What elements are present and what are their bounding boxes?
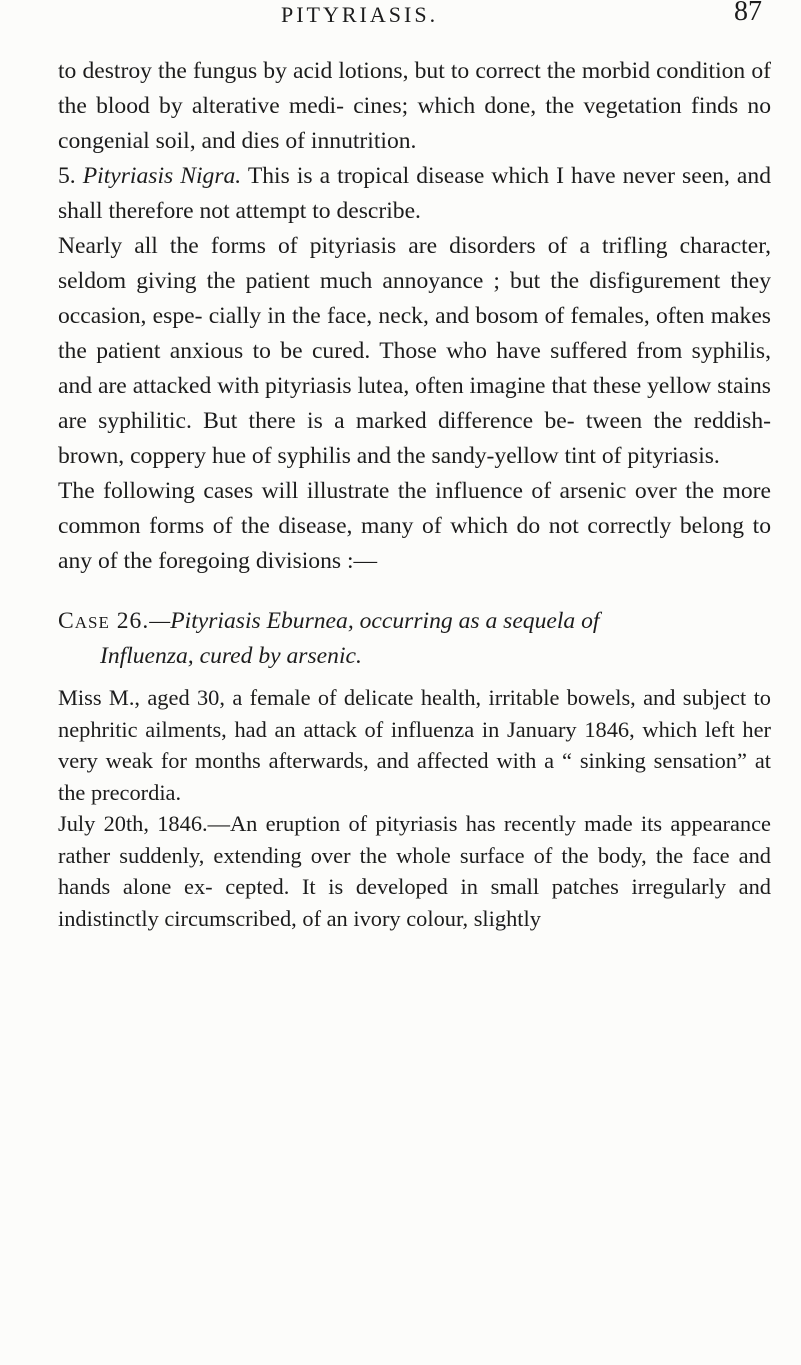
case-paragraph-eruption: July 20th, 1846.—An eruption of pityriasis has recently made its appearance rather suddenly, extending over the whole surface of the body, the face and hands alone ex- cepted. It is developed in small patches irregularly and indistinctly circumscribed, of an ivory colour, slightly <box>58 811 771 931</box>
paragraph-pityriasis-forms: Nearly all the forms of pityriasis are disorders of a trifling character, seldom giving the patient much annoyance ; but the disfigurement they occasion, espe- cially in the face, neck, and bosom of females, often makes the patient anxious to be cured. Those who have suffered from syphilis, and are attacked with pityriasis lutea, often imagine that these yellow stains are syphilitic. But there is a marked difference be- tween the reddish-brown, coppery hue of syphilis and the sandy-yellow tint of pityriasis. <box>58 233 771 469</box>
paragraph-cases-intro: The following cases will illustrate the influence of arsenic over the more common forms of the disease, many of which do not correctly belong to any of the foregoing divisions :— <box>58 478 771 574</box>
case-subtitle: Influenza, cured by arsenic. <box>100 643 362 669</box>
case-title: —Pityriasis Eburnea, occurring as a sequela of <box>149 608 600 634</box>
case-body <box>58 682 771 934</box>
running-head <box>58 0 771 40</box>
paragraph-fungus-treatment: to destroy the fungus by acid lotions, but to correct the morbid condition of the blood by alterative medi- cines; which done, the vegetation finds no congenial soil, and dies of innutrition. <box>58 58 771 154</box>
case-label: Case 26. <box>58 608 150 634</box>
section-number: 5. <box>58 163 76 189</box>
section-term: Pityriasis Nigra. <box>82 163 242 189</box>
paragraph-pityriasis-nigra <box>58 159 771 229</box>
running-title: PITYRIASIS. <box>281 2 439 27</box>
page-number: 87 <box>734 0 762 27</box>
case-paragraph-history: Miss M., aged 30, a female of delicate health, irritable bowels, and subject to nephritic ailments, had an attack of influenza in January 1846, which left her very weak for months afterwards, and affected with a “ sinking sensation” at the precordia. <box>58 685 771 805</box>
case-heading <box>58 604 771 674</box>
section-text: This is a tropical disease which I have never seen, and shall therefore not attempt to describe. <box>58 163 771 224</box>
main-text <box>58 54 771 674</box>
